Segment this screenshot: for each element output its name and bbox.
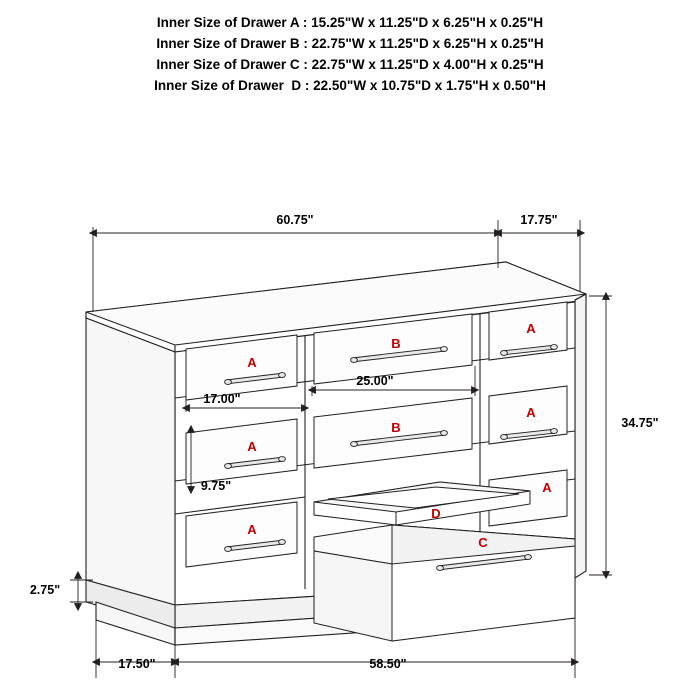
label-drawer-a6: A <box>542 480 552 495</box>
spec-line-b: Inner Size of Drawer B : 22.75"W x 11.25"D x 6.25"H x 0.25"H <box>156 36 544 51</box>
label-drawer-b1: B <box>391 336 401 351</box>
dim-right-height: 34.75" <box>621 416 659 430</box>
dim-base-depth: 17.50" <box>118 657 156 671</box>
label-drawer-a1: A <box>247 355 257 370</box>
dim-top-width: 60.75" <box>276 213 314 227</box>
dim-drawer-b-width: 25.00" <box>356 374 394 388</box>
dim-top-depth: 17.75" <box>520 213 558 227</box>
open-drawer-c <box>314 525 575 641</box>
label-drawer-d: D <box>431 506 441 521</box>
dim-drawer-height: 9.75" <box>200 479 232 493</box>
label-drawer-b2: B <box>391 420 401 435</box>
spec-line-a: Inner Size of Drawer A : 15.25"W x 11.25"D x 6.25"H x 0.25"H <box>156 15 544 30</box>
dim-drawer-a-width: 17.00" <box>203 392 241 406</box>
spec-line-c: Inner Size of Drawer C : 22.75"W x 11.25"D x 4.00"H x 0.25"H <box>156 57 544 72</box>
label-drawer-a4: A <box>526 321 536 336</box>
label-drawer-a3: A <box>247 522 257 537</box>
label-drawer-a2: A <box>247 439 257 454</box>
dim-base-height: 2.75" <box>29 583 61 597</box>
spec-line-d: Inner Size of Drawer D : 22.50"W x 10.75"D x 1.75"H x 0.50"H <box>154 78 546 93</box>
label-drawer-c: C <box>478 535 488 550</box>
dim-base-width: 58.50" <box>369 657 407 671</box>
label-drawer-a5: A <box>526 405 536 420</box>
